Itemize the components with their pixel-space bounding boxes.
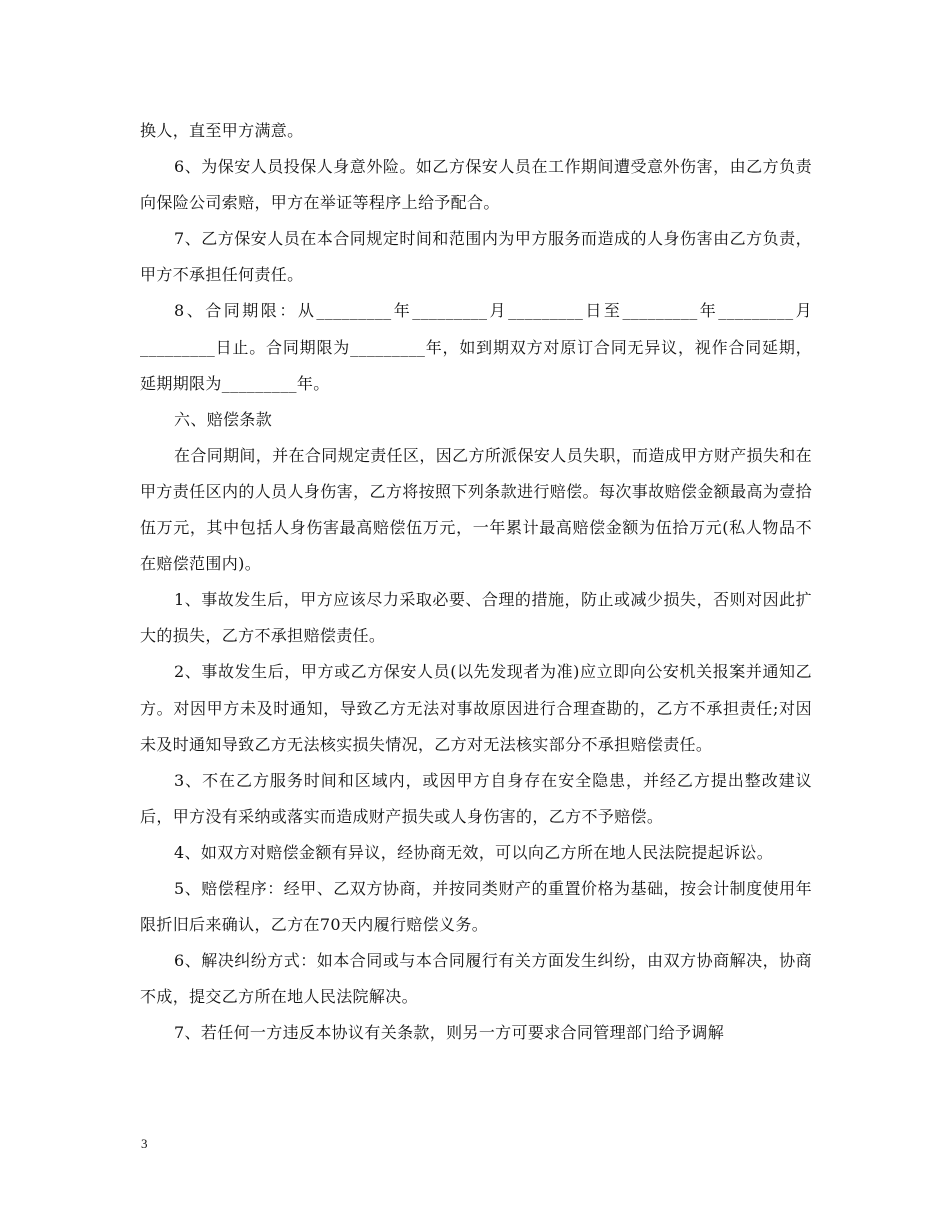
paragraph-compensation-5: 5、赔偿程序：经甲、乙双方协商，并按同类财产的重置价格为基础，按会计制度使用年限折旧后来确认，乙方在70天内履行赔偿义务。: [140, 878, 812, 935]
page-number: 3: [141, 1136, 148, 1151]
paragraph-compensation-6: 6、解决纠纷方式：如本合同或与本合同履行有关方面发生纠纷，由双方协商解决，协商不成，提交乙方所在地人民法院解决。: [140, 951, 812, 1007]
paragraph-compensation-3: 3、不在乙方服务时间和区域内，或因甲方自身存在安全隐患，并经乙方提出整改建议后，甲方没有采纳或落实而造成财产损失或人身伤害的，乙方不予赔偿。: [140, 770, 812, 826]
paragraph-compensation-4: 4、如双方对赔偿金额有异议，经协商无效，可以向乙方所在地人民法院提起诉讼。: [174, 842, 774, 862]
paragraph-clause-7-liability: 7、乙方保安人员在本合同规定时间和范围内为甲方服务而造成的人身伤害由乙方负责，甲方不承担任何责任。: [140, 229, 812, 285]
paragraph-compensation-2: 2、事故发生后，甲方或乙方保安人员(以先发现者为准)应立即向公安机关报案并通知乙方。对因甲方未及时通知，导致乙方无法对事故原因进行合理查勘的，乙方不承担责任;对因未及时通知导致乙方无法核实损失情况，乙方对无法核实部分不承担赔偿责任。: [140, 662, 812, 754]
section-heading-compensation: 六、赔偿条款: [174, 409, 273, 429]
paragraph-compensation-1: 1、事故发生后，甲方应该尽力采取必要、合理的措施，防止或减少损失，否则对因此扩大的损失，乙方不承担赔偿责任。: [140, 590, 812, 646]
document-body: [140, 113, 812, 1051]
paragraph-compensation-intro: 在合同期间，并在合同规定责任区，因乙方所派保安人员失职，而造成甲方财产损失和在甲方责任区内的人员人身伤害，乙方将按照下列条款进行赔偿。每次事故赔偿金额最高为壹拾伍万元，其中包括人身伤害最高赔偿伍万元，一年累计最高赔偿金额为伍拾万元(私人物品不在赔偿范围内)。: [140, 445, 812, 574]
paragraph-clause-8-term: 8、合同期限：从_________年_________月_________日至_________年_________月_________日止。合同期限为_________年，如到期双方对原订合同无异议，视作合同延期，延期期限为_________年。: [140, 301, 812, 393]
paragraph-clause-6-insurance: 6、为保安人员投保人身意外险。如乙方保安人员在工作期间遭受意外伤害，由乙方负责向保险公司索赔，甲方在举证等程序上给予配合。: [140, 157, 812, 213]
paragraph-compensation-7: 7、若任何一方违反本协议有关条款，则另一方可要求合同管理部门给予调解: [174, 1023, 725, 1043]
paragraph-continuation: 换人，直至甲方满意。: [140, 121, 304, 140]
